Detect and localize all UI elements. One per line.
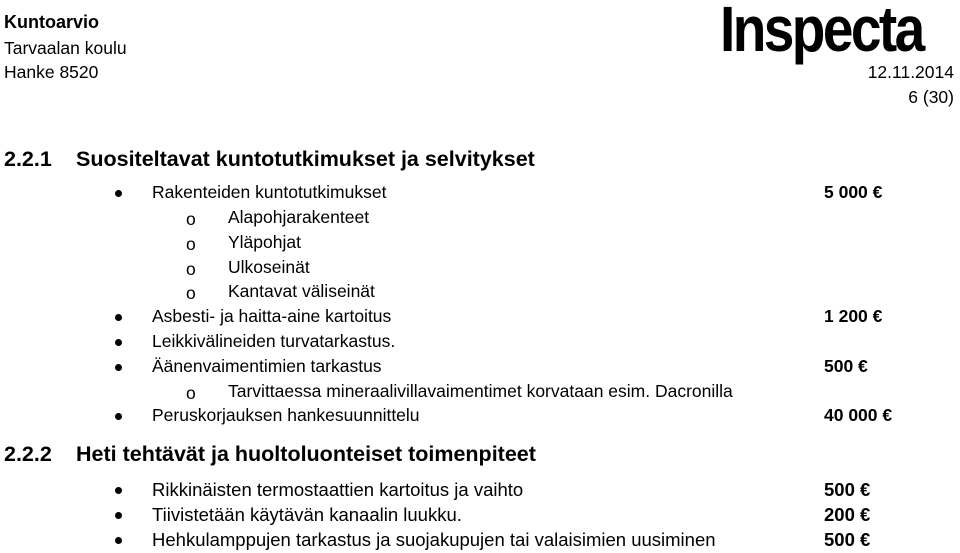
- section-title: Suositeltavat kuntotutkimukset ja selvitykset: [76, 147, 535, 171]
- document-subtitle: Tarvaalan koulu: [4, 38, 127, 58]
- list-item: [0, 529, 960, 553]
- circle-bullet-icon: o: [186, 259, 196, 279]
- inspecta-logo: Inspecta: [720, 0, 923, 65]
- sub-list-item: [0, 207, 960, 231]
- circle-bullet-icon: o: [186, 209, 196, 229]
- list-item: [0, 504, 960, 528]
- item-text: Äänenvaimentimien tarkastus: [152, 356, 382, 376]
- list-item: [0, 306, 960, 330]
- section-number: 2.2.1: [4, 147, 52, 171]
- sub-item-text: Yläpohjat: [228, 232, 301, 252]
- item-text: Peruskorjauksen hankesuunnittelu: [152, 405, 420, 425]
- item-text: Asbesti- ja haitta-aine kartoitus: [152, 306, 392, 326]
- document-title: Kuntoarvio: [4, 12, 100, 32]
- bullet-icon: [115, 537, 122, 544]
- sub-item-text: Alapohjarakenteet: [228, 207, 370, 227]
- circle-bullet-icon: o: [186, 234, 196, 254]
- item-text: Rakenteiden kuntotutkimukset: [152, 182, 387, 202]
- sub-item-text: Tarvittaessa mineraalivillavaimentimet korvataan esim. Dacronilla: [228, 381, 733, 401]
- sub-list-item: [0, 281, 960, 305]
- circle-bullet-icon: o: [186, 383, 196, 403]
- bullet-icon: [115, 314, 122, 321]
- bullet-icon: [115, 190, 122, 197]
- bullet-icon: [115, 413, 122, 420]
- section-heading: [4, 442, 536, 467]
- item-amount: 40 000 €: [824, 405, 893, 425]
- project-number: Hanke 8520: [4, 62, 99, 82]
- list-item: [0, 182, 960, 206]
- item-text: Leikkivälineiden turvatarkastus.: [152, 331, 396, 351]
- sub-list-item: [0, 257, 960, 281]
- item-text: Hehkulamppujen tarkastus ja suojakupujen tai valaisimien uusiminen: [152, 529, 716, 550]
- list-item: [0, 479, 960, 503]
- item-text: Rikkinäisten termostaattien kartoitus ja vaihto: [152, 479, 524, 500]
- sub-item-text: Ulkoseinät: [228, 257, 310, 277]
- list-item: [0, 331, 960, 355]
- section-heading: [4, 147, 535, 172]
- item-amount: 500 €: [824, 356, 868, 376]
- page-number: 6 (30): [908, 87, 954, 107]
- bullet-icon: [115, 364, 122, 371]
- item-amount: 1 200 €: [824, 306, 883, 326]
- item-amount: 200 €: [824, 504, 871, 525]
- list-item: [0, 405, 960, 429]
- item-amount: 5 000 €: [824, 182, 883, 202]
- bullet-icon: [115, 487, 122, 494]
- item-text: Tiivistetään käytävän kanaalin luukku.: [152, 504, 462, 525]
- circle-bullet-icon: o: [186, 283, 196, 303]
- bullet-icon: [115, 512, 122, 519]
- sub-list-item: [0, 381, 960, 405]
- document-date: 12.11.2014: [867, 62, 954, 82]
- bullet-icon: [115, 339, 122, 346]
- list-item: [0, 356, 960, 380]
- sub-list-item: [0, 232, 960, 256]
- sub-item-text: Kantavat väliseinät: [228, 281, 375, 301]
- item-amount: 500 €: [824, 529, 871, 550]
- section-number: 2.2.2: [4, 442, 52, 466]
- item-amount: 500 €: [824, 479, 871, 500]
- section-title: Heti tehtävät ja huoltoluonteiset toimenpiteet: [76, 442, 536, 466]
